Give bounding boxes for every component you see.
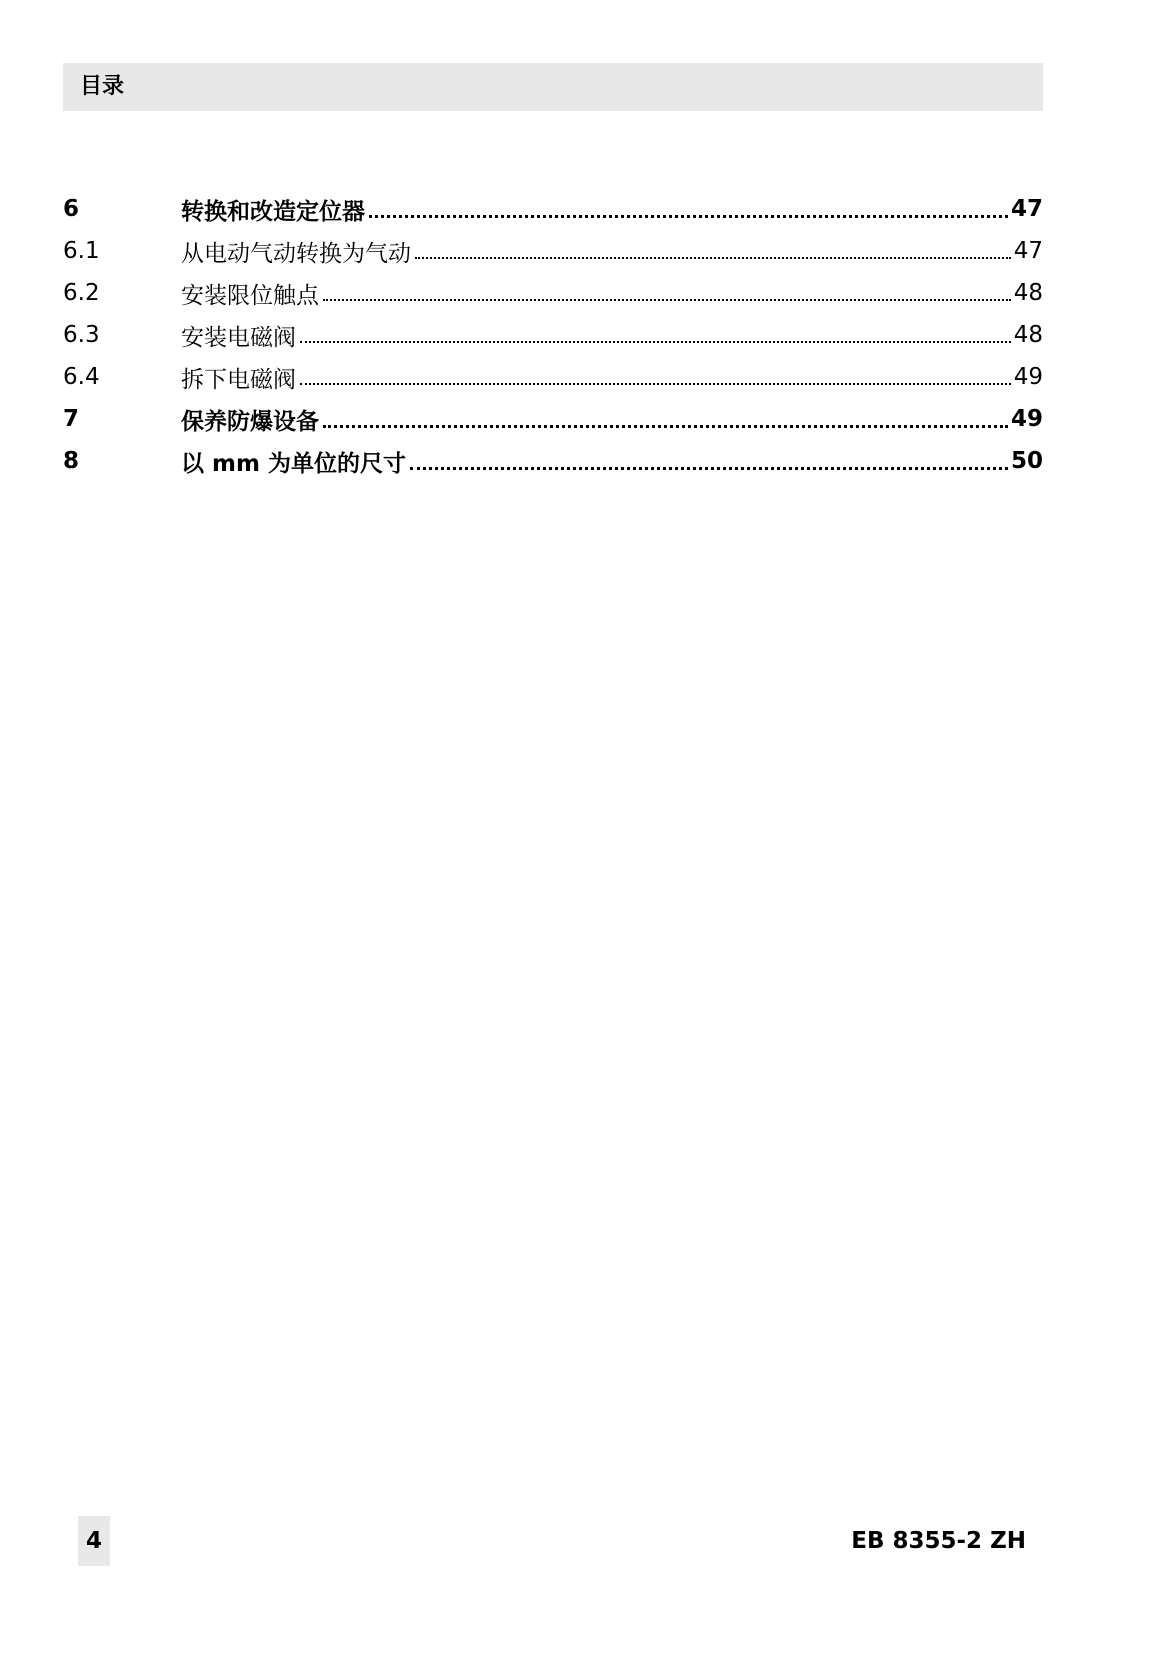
toc-entry-number: 6.1 [63,238,100,264]
toc-entry-page: 49 [1010,406,1043,432]
toc-entry-title: 从电动气动转换为气动 [181,240,411,267]
toc-entry-page: 47 [1010,196,1043,222]
toc-entry-page: 49 [1013,364,1043,390]
table-of-contents [63,188,1043,482]
section-header-bar [63,63,1043,111]
toc-entry[interactable] [63,356,1043,398]
toc-entry-title: 转换和改造定位器 [181,198,365,225]
document-code: EB 8355-2 ZH [851,1528,1026,1554]
toc-entry-page: 50 [1010,448,1043,474]
toc-dot-leader [369,215,1008,218]
toc-entry-number: 6.2 [63,280,100,306]
toc-entry-page: 48 [1013,280,1043,306]
toc-entry[interactable] [63,272,1043,314]
toc-entry-number: 6.4 [63,364,100,390]
toc-entry-number: 7 [63,406,80,432]
toc-entry-number: 6 [63,196,80,222]
toc-entry[interactable] [63,230,1043,272]
page-number: 4 [78,1516,110,1566]
toc-entry-title: 保养防爆设备 [181,408,319,435]
toc-entry[interactable] [63,398,1043,440]
section-title: 目录 [80,74,125,99]
toc-dot-leader [415,257,1011,259]
toc-entry-title: 安装限位触点 [181,282,319,309]
toc-entry[interactable] [63,188,1043,230]
toc-dot-leader [323,299,1011,301]
toc-dot-leader [300,383,1011,385]
toc-entry-title: 以 mm 为单位的尺寸 [181,450,406,477]
toc-entry-page: 47 [1013,238,1043,264]
toc-dot-leader [410,467,1008,470]
toc-entry[interactable] [63,440,1043,482]
toc-entry-page: 48 [1013,322,1043,348]
toc-entry-number: 6.3 [63,322,100,348]
toc-entry-title: 拆下电磁阀 [181,366,296,393]
toc-dot-leader [323,425,1008,428]
toc-entry[interactable] [63,314,1043,356]
toc-entry-number: 8 [63,448,80,474]
toc-entry-title: 安装电磁阀 [181,324,296,351]
toc-dot-leader [300,341,1011,343]
